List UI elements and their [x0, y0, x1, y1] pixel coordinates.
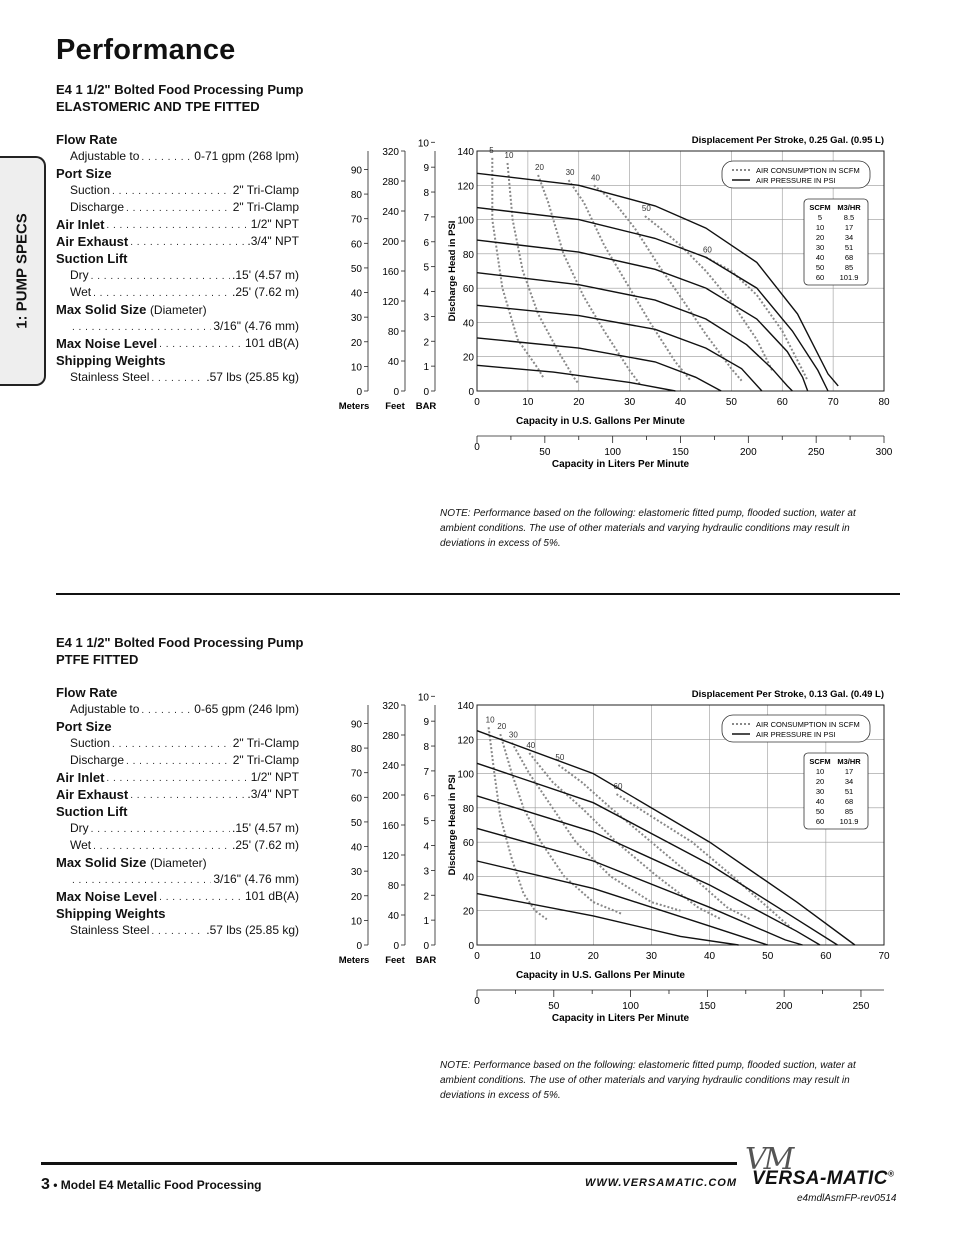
adjustable-row [56, 148, 299, 165]
suction-value: 2" Tri-Clamp [232, 736, 299, 750]
m3hr-value: 17 [844, 767, 854, 776]
liters-tick-label: 50 [539, 447, 551, 458]
air-curve-label: 20 [535, 163, 544, 172]
x-tick-label: 60 [820, 951, 832, 962]
m3hr-value: 68 [844, 253, 854, 262]
y-tick-label: 100 [457, 215, 474, 227]
feet-axis-label: Feet [385, 401, 405, 412]
adjustable-row [56, 701, 299, 718]
section-2-title [56, 634, 303, 668]
m3hr-value: 101.9 [839, 273, 859, 282]
scfm-value: 30 [815, 787, 825, 796]
legend-air-pressure: AIR PRESSURE IN PSI [756, 176, 836, 185]
air-curve-label: 10 [504, 151, 514, 160]
stainless-label: Stainless Steel [70, 370, 150, 384]
air-inlet-label: Air Inlet [56, 770, 105, 785]
adjustable-label: Adjustable to [70, 149, 140, 163]
meters-tick-label: 90 [350, 719, 362, 731]
registered-mark: ® [888, 1169, 895, 1179]
feet-axis-label: Feet [385, 955, 405, 966]
m3hr-table-header: M3/HR [837, 203, 861, 212]
dry-value: .15' (4.57 m) [232, 268, 299, 282]
section-1-title-line1: E4 1 1/2" Bolted Food Processing Pump [56, 82, 304, 97]
logo-wordmark: VERSA-MATIC [752, 1168, 889, 1189]
x-tick-label: 0 [474, 951, 480, 962]
air-inlet-row [56, 769, 299, 786]
air-pressure-curve [477, 305, 762, 391]
meters-tick-label: 70 [350, 768, 362, 780]
bar-axis-label: BAR [415, 955, 437, 966]
air-curve-label: 20 [497, 722, 507, 732]
meters-tick-label: 0 [356, 941, 362, 952]
feet-tick-label: 0 [393, 941, 399, 952]
section-1-title-line2: ELASTOMERIC AND TPE FITTED [56, 99, 260, 114]
bar-tick-label: 3 [423, 866, 429, 878]
liters-axis-title: Capacity in Liters Per Minute [551, 1013, 690, 1024]
wet-row [56, 837, 299, 854]
meters-tick-label: 10 [350, 362, 362, 374]
x-axis-title: Capacity in U.S. Gallons Per Minute [516, 416, 685, 427]
liters-tick-label: 0 [474, 996, 480, 1007]
discharge-row [56, 199, 299, 216]
m3hr-value: 51 [844, 787, 854, 796]
shipping-heading: Shipping Weights [56, 353, 166, 368]
x-tick-label: 50 [762, 951, 774, 962]
y-tick-label: 80 [462, 803, 474, 815]
scfm-value: 10 [815, 223, 825, 232]
document-number: e4mdlAsmFP-rev0514 [797, 1193, 897, 1204]
meters-tick-label: 30 [350, 867, 362, 879]
feet-tick-label: 80 [387, 327, 399, 338]
bar-tick-label: 7 [423, 766, 429, 778]
dry-label: Dry [70, 268, 89, 282]
air-exhaust-row [56, 786, 299, 803]
y-tick-label: 120 [457, 181, 474, 193]
wet-value: .25' (7.62 m) [232, 838, 299, 852]
air-inlet-row [56, 216, 299, 233]
feet-tick-label: 120 [382, 297, 399, 308]
meters-tick-label: 20 [350, 337, 362, 349]
performance-chart-2 [330, 684, 905, 1034]
bar-axis-label: BAR [415, 401, 437, 412]
air-curve-label: 10 [485, 715, 495, 725]
liters-tick-label: 150 [699, 1001, 716, 1012]
feet-tick-label: 280 [382, 731, 399, 742]
max-solid-note: (Diameter) [149, 303, 207, 317]
adjustable-value: 0-71 gpm (268 lpm) [194, 149, 299, 163]
air-consumption-curve-40 [594, 185, 742, 380]
wet-row [56, 284, 299, 301]
feet-tick-label: 320 [382, 147, 399, 158]
side-tab-label: 1: PUMP SPECS [13, 213, 31, 329]
y-axis-title: Discharge Head in PSI [447, 220, 458, 322]
dry-value: .15' (4.57 m) [232, 821, 299, 835]
suction-row [56, 735, 299, 752]
stainless-row [56, 369, 299, 386]
feet-tick-label: 160 [382, 821, 399, 832]
feet-tick-label: 240 [382, 761, 399, 772]
y-tick-label: 40 [462, 872, 474, 884]
y-tick-label: 20 [462, 352, 474, 364]
meters-tick-label: 60 [350, 793, 362, 805]
legend-air-consumption: AIR CONSUMPTION IN SCFM [756, 166, 860, 175]
y-tick-label: 40 [462, 318, 474, 330]
y-tick-label: 140 [457, 701, 474, 712]
note-1: NOTE: Performance based on the following: elastomeric fitted pump, flooded suction, water at ambient conditions. The use of other materials and varying hydraulic conditions may result in deviations in excess of 5%. [440, 508, 856, 549]
liters-tick-label: 0 [474, 442, 480, 453]
y-tick-label: 100 [457, 769, 474, 781]
m3hr-value: 68 [844, 797, 854, 806]
x-tick-label: 20 [573, 397, 585, 408]
max-solid-note: (Diameter) [149, 856, 207, 870]
footer-page-info [41, 1176, 262, 1194]
meters-tick-label: 50 [350, 817, 362, 829]
feet-tick-label: 160 [382, 267, 399, 278]
m3hr-value: 101.9 [839, 817, 859, 826]
adjustable-value: 0-65 gpm (246 lpm) [194, 702, 299, 716]
footer-rule [41, 1162, 737, 1165]
displacement-label: Displacement Per Stroke, 0.13 Gal. (0.49 L) [691, 689, 884, 700]
meters-tick-label: 40 [350, 288, 362, 300]
feet-tick-label: 200 [382, 791, 399, 802]
max-noise-label: Max Noise Level [56, 889, 158, 904]
scfm-value: 40 [815, 797, 825, 806]
air-pressure-curve [477, 365, 675, 391]
air-curve-label: 50 [641, 204, 651, 214]
liters-tick-label: 100 [604, 447, 622, 458]
liters-tick-label: 300 [875, 447, 893, 458]
wet-label: Wet [70, 838, 92, 852]
feet-tick-label: 0 [393, 387, 399, 398]
feet-tick-label: 280 [382, 177, 399, 188]
suction-label: Suction [70, 183, 111, 197]
scfm-value: 20 [815, 777, 825, 786]
performance-chart-1 [330, 130, 905, 480]
x-tick-label: 10 [529, 951, 541, 962]
liters-tick-label: 100 [622, 1001, 639, 1012]
y-tick-label: 60 [462, 838, 474, 850]
air-pressure-curve [477, 763, 838, 945]
meters-tick-label: 40 [350, 842, 362, 854]
meters-tick-label: 70 [350, 214, 362, 226]
y-tick-label: 80 [462, 249, 474, 261]
scfm-value: 60 [815, 273, 825, 282]
scfm-table-header: SCFM [809, 203, 831, 212]
x-tick-label: 0 [474, 397, 480, 408]
feet-tick-label: 120 [382, 851, 399, 862]
bar-tick-label: 2 [423, 891, 429, 903]
discharge-value: 2" Tri-Clamp [232, 753, 299, 767]
air-curve-label: 50 [555, 753, 565, 762]
meters-tick-label: 20 [350, 891, 362, 903]
x-tick-label: 30 [624, 397, 636, 408]
m3hr-value: 85 [844, 263, 854, 272]
bar-tick-label: 7 [423, 212, 429, 224]
bar-tick-label: 6 [423, 791, 429, 803]
scfm-value: 60 [815, 817, 825, 826]
bar-tick-label: 2 [423, 337, 429, 349]
air-inlet-value: 1/2" NPT [250, 770, 299, 784]
m3hr-value: 34 [844, 777, 854, 786]
y-axis-title: Discharge Head in PSI [447, 774, 458, 876]
x-tick-label: 70 [827, 397, 839, 408]
feet-tick-label: 320 [382, 701, 399, 712]
note-2: NOTE: Performance based on the following: elastomeric fitted pump, flooded suction, water at ambient conditions. The use of other materials and varying hydraulic conditions may result in deviations in excess of 5%. [440, 1060, 856, 1101]
x-tick-label: 80 [878, 397, 890, 408]
shipping-heading: Shipping Weights [56, 906, 166, 921]
m3hr-value: 51 [844, 243, 854, 252]
liters-tick-label: 150 [672, 447, 689, 458]
bar-tick-label: 10 [417, 692, 429, 704]
meters-tick-label: 60 [350, 239, 362, 251]
wet-label: Wet [70, 285, 92, 299]
adjustable-label: Adjustable to [70, 702, 140, 716]
liters-tick-label: 250 [807, 447, 825, 458]
port-size-heading: Port Size [56, 719, 112, 734]
air-curve-label: 40 [526, 741, 536, 750]
m3hr-value: 17 [844, 223, 854, 232]
footer-model: • Model E4 Metallic Food Processing [53, 1178, 262, 1192]
scfm-value: 50 [815, 263, 825, 272]
legend-air-consumption: AIR CONSUMPTION IN SCFM [756, 720, 860, 729]
suction-label: Suction [70, 736, 111, 750]
m3hr-table-header: M3/HR [837, 757, 861, 766]
displacement-label: Displacement Per Stroke, 0.25 Gal. (0.95 L) [691, 135, 884, 146]
max-solid-row [56, 871, 299, 888]
liters-tick-label: 200 [739, 447, 757, 458]
y-tick-label: 120 [457, 735, 474, 747]
y-tick-label: 0 [468, 941, 474, 952]
x-axis-title: Capacity in U.S. Gallons Per Minute [516, 970, 685, 981]
stainless-value: .57 lbs (25.85 kg) [206, 370, 299, 384]
bar-tick-label: 4 [423, 841, 429, 853]
liters-tick-label: 50 [548, 1001, 560, 1012]
versa-matic-logo [752, 1168, 894, 1190]
scfm-value: 5 [817, 213, 823, 222]
section-divider [56, 593, 900, 595]
liters-tick-label: 250 [852, 1001, 870, 1012]
air-exhaust-label: Air Exhaust [56, 787, 129, 802]
air-consumption-curve-50 [645, 216, 772, 370]
bar-tick-label: 0 [423, 387, 429, 398]
x-tick-label: 10 [522, 397, 534, 408]
air-curve-label: 5 [489, 145, 494, 155]
suction-lift-heading: Suction Lift [56, 251, 128, 266]
m3hr-value: 34 [844, 233, 854, 242]
y-tick-label: 20 [462, 906, 474, 918]
meters-axis-label: Meters [338, 955, 370, 966]
bar-tick-label: 4 [423, 287, 429, 299]
x-tick-label: 40 [674, 397, 687, 408]
m3hr-value: 8.5 [843, 213, 855, 222]
air-inlet-value: 1/2" NPT [250, 217, 299, 231]
bar-tick-label: 8 [423, 188, 429, 200]
air-exhaust-value: .3/4" NPT [247, 234, 299, 248]
flow-rate-heading: Flow Rate [56, 685, 118, 700]
max-noise-value: 101 dB(A) [244, 889, 299, 903]
dry-row [56, 267, 299, 284]
section-2-title-line2: PTFE FITTED [56, 652, 139, 667]
max-noise-row [56, 888, 299, 905]
air-exhaust-value: .3/4" NPT [247, 787, 299, 801]
x-tick-label: 30 [645, 951, 657, 962]
flow-rate-heading: Flow Rate [56, 132, 118, 147]
meters-tick-label: 0 [356, 387, 362, 398]
bar-tick-label: 3 [423, 312, 429, 324]
bar-tick-label: 10 [417, 138, 429, 150]
scfm-value: 30 [815, 243, 825, 252]
air-curve-label: 30 [565, 168, 575, 178]
air-inlet-label: Air Inlet [56, 217, 105, 232]
bar-tick-label: 9 [423, 717, 429, 729]
air-curve-label: 60 [613, 782, 623, 792]
bar-tick-label: 1 [423, 362, 429, 374]
meters-tick-label: 80 [350, 744, 362, 756]
x-tick-label: 60 [776, 397, 788, 408]
discharge-row [56, 752, 299, 769]
discharge-label: Discharge [70, 200, 125, 214]
website-link[interactable]: WWW.VERSAMATIC.COM [585, 1177, 738, 1189]
air-pressure-curve [477, 338, 721, 391]
dry-label: Dry [70, 821, 89, 835]
max-solid-value: 3/16" (4.76 mm) [213, 872, 299, 886]
bar-tick-label: 8 [423, 742, 429, 754]
port-size-heading: Port Size [56, 166, 112, 181]
meters-tick-label: 80 [350, 190, 362, 202]
max-noise-value: 101 dB(A) [244, 336, 299, 350]
suction-row [56, 182, 299, 199]
air-curve-label: 60 [702, 245, 712, 255]
page-number: 3 [41, 1176, 50, 1193]
liters-axis-title: Capacity in Liters Per Minute [551, 459, 690, 470]
meters-tick-label: 50 [350, 263, 362, 275]
y-tick-label: 60 [462, 284, 474, 296]
scfm-table-header: SCFM [809, 757, 831, 766]
vm-logo-mark: VM [745, 1142, 792, 1177]
x-tick-label: 40 [704, 951, 716, 962]
air-consumption-curve-40 [529, 753, 721, 919]
air-exhaust-row [56, 233, 299, 250]
x-tick-label: 20 [587, 951, 599, 962]
wet-value: .25' (7.62 m) [232, 285, 299, 299]
side-tab-pump-specs[interactable] [0, 156, 46, 386]
max-noise-row [56, 335, 299, 352]
air-consumption-curve-10 [508, 163, 579, 384]
bar-tick-label: 1 [423, 916, 429, 928]
scfm-value: 50 [815, 807, 825, 816]
bar-tick-label: 5 [423, 262, 429, 274]
section-1-title [56, 81, 303, 115]
feet-tick-label: 40 [387, 911, 399, 922]
max-solid-label: Max Solid Size [56, 302, 147, 317]
air-pressure-curve [477, 894, 739, 945]
liters-tick-label: 200 [775, 1001, 793, 1012]
bar-tick-label: 6 [423, 237, 429, 249]
stainless-value: .57 lbs (25.85 kg) [206, 923, 299, 937]
bar-tick-label: 0 [423, 941, 429, 952]
meters-tick-label: 30 [350, 313, 362, 325]
max-solid-heading [56, 854, 299, 871]
meters-axis-label: Meters [338, 401, 370, 412]
discharge-value: 2" Tri-Clamp [232, 200, 299, 214]
max-solid-heading [56, 301, 299, 318]
y-tick-label: 140 [457, 147, 474, 158]
suction-value: 2" Tri-Clamp [232, 183, 299, 197]
meters-tick-label: 90 [350, 165, 362, 177]
bar-tick-label: 5 [423, 816, 429, 828]
air-curve-label: 30 [508, 730, 518, 740]
discharge-label: Discharge [70, 753, 125, 767]
x-tick-label: 50 [725, 397, 737, 408]
max-solid-label: Max Solid Size [56, 855, 147, 870]
air-curve-label: 40 [591, 173, 600, 183]
y-tick-label: 0 [468, 387, 474, 398]
max-solid-value: 3/16" (4.76 mm) [213, 319, 299, 333]
specs-list-2 [56, 684, 299, 939]
air-exhaust-label: Air Exhaust [56, 234, 129, 249]
feet-tick-label: 200 [382, 237, 399, 248]
m3hr-value: 85 [844, 807, 854, 816]
air-consumption-curve-10 [489, 727, 547, 919]
dry-row [56, 820, 299, 837]
scfm-value: 40 [815, 253, 825, 262]
max-solid-row [56, 318, 299, 335]
legend-air-pressure: AIR PRESSURE IN PSI [756, 730, 836, 739]
stainless-row [56, 922, 299, 939]
scfm-value: 10 [815, 767, 825, 776]
feet-tick-label: 40 [387, 357, 399, 368]
feet-tick-label: 80 [387, 881, 399, 892]
air-pressure-curve [477, 731, 855, 945]
stainless-label: Stainless Steel [70, 923, 150, 937]
scfm-value: 20 [815, 233, 825, 242]
air-pressure-curve [477, 240, 808, 391]
page-title: Performance [56, 34, 236, 66]
specs-list-1 [56, 131, 299, 386]
feet-tick-label: 240 [382, 207, 399, 218]
x-tick-label: 70 [878, 951, 890, 962]
bar-tick-label: 9 [423, 163, 429, 175]
air-consumption-curve-20 [538, 175, 640, 384]
suction-lift-heading: Suction Lift [56, 804, 128, 819]
meters-tick-label: 10 [350, 916, 362, 928]
section-2-title-line1: E4 1 1/2" Bolted Food Processing Pump [56, 635, 304, 650]
max-noise-label: Max Noise Level [56, 336, 158, 351]
